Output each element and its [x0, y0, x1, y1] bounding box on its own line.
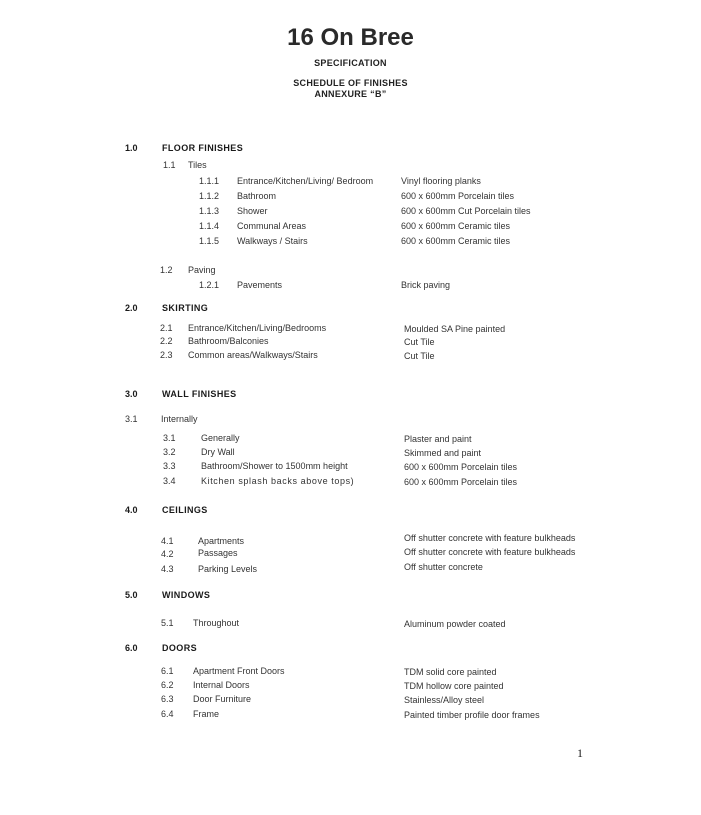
row-finish: 600 x 600mm Ceramic tiles — [401, 221, 511, 231]
row-item: Entrance/Kitchen/Living/Bedrooms — [188, 323, 327, 333]
row-finish: 600 x 600mm Cut Porcelain tiles — [401, 206, 531, 216]
row-finish: TDM hollow core painted — [404, 681, 504, 691]
row-item: Throughout — [193, 618, 240, 628]
row-number: 1.1.4 — [199, 221, 220, 231]
row-item: Generally — [201, 433, 240, 443]
row-finish: Plaster and paint — [404, 434, 472, 444]
row-finish: TDM solid core painted — [404, 667, 497, 677]
row-finish: Vinyl flooring planks — [401, 176, 481, 186]
row-number: 6.1 — [161, 666, 174, 676]
row-number: 1.2.1 — [199, 280, 220, 290]
row-finish: Off shutter concrete — [404, 562, 483, 572]
row-number: 4.1 — [161, 536, 174, 546]
section-number: 4.0 — [125, 505, 138, 515]
row-number: 1.1.5 — [199, 236, 220, 246]
row-finish: 600 x 600mm Porcelain tiles — [401, 191, 515, 201]
row-number: 1.1.3 — [199, 206, 220, 216]
row-finish: 600 x 600mm Porcelain tiles — [404, 477, 518, 487]
row-number: 2.2 — [160, 336, 173, 346]
row-item: Apartment Front Doors — [193, 666, 285, 676]
row-number: 3.4 — [163, 476, 176, 486]
row-finish: Stainless/Alloy steel — [404, 695, 485, 705]
section-number: 1.0 — [125, 143, 138, 153]
subsection-number: 1.1 — [163, 160, 176, 170]
row-item: Internal Doors — [193, 680, 250, 690]
subsection-number: 3.1 — [125, 414, 138, 424]
section-title: WINDOWS — [162, 590, 211, 600]
row-number: 2.3 — [160, 350, 173, 360]
row-item: Bathroom/Shower to 1500mm height — [201, 461, 348, 471]
page-number: 1 — [577, 746, 583, 760]
row-number: 4.3 — [161, 564, 174, 574]
section-number: 5.0 — [125, 590, 138, 600]
row-finish: Off shutter concrete with feature bulkheads — [404, 533, 576, 543]
row-item: Dry Wall — [201, 447, 235, 457]
section-title: SKIRTING — [162, 303, 209, 313]
subsection-title: Tiles — [188, 160, 207, 170]
row-number: 1.1.1 — [199, 176, 220, 186]
row-number: 3.1 — [163, 433, 176, 443]
row-finish: Brick paving — [401, 280, 451, 290]
row-number: 3.2 — [163, 447, 176, 457]
row-number: 6.2 — [161, 680, 174, 690]
row-item: Communal Areas — [237, 221, 307, 231]
schedule-heading: SCHEDULE OF FINISHES — [293, 78, 408, 88]
row-finish: Cut Tile — [404, 351, 435, 361]
document-subtitle: SPECIFICATION — [314, 58, 387, 68]
section-number: 2.0 — [125, 303, 138, 313]
row-finish: Cut Tile — [404, 337, 435, 347]
document-title: 16 On Bree — [287, 24, 414, 51]
subsection-title: Internally — [161, 414, 198, 424]
row-item: Walkways / Stairs — [237, 236, 308, 246]
row-item: Door Furniture — [193, 694, 252, 704]
row-item: Pavements — [237, 280, 283, 290]
row-finish: Painted timber profile door frames — [404, 710, 540, 720]
row-item: Bathroom — [237, 191, 277, 201]
row-item: Kitchen splash backs above tops) — [201, 476, 355, 486]
row-item: Bathroom/Balconies — [188, 336, 269, 346]
row-item: Entrance/Kitchen/Living/ Bedroom — [237, 176, 374, 186]
row-finish: Moulded SA Pine painted — [404, 324, 506, 334]
section-title: DOORS — [162, 643, 198, 653]
row-item: Common areas/Walkways/Stairs — [188, 350, 318, 360]
row-number: 6.4 — [161, 709, 174, 719]
row-number: 2.1 — [160, 323, 173, 333]
row-item: Shower — [237, 206, 268, 216]
row-number: 3.3 — [163, 461, 176, 471]
row-number: 4.2 — [161, 549, 174, 559]
annexure-heading: ANNEXURE “B” — [314, 89, 387, 99]
row-number: 1.1.2 — [199, 191, 220, 201]
subsection-number: 1.2 — [160, 265, 173, 275]
row-finish: Aluminum powder coated — [404, 619, 506, 629]
section-number: 6.0 — [125, 643, 138, 653]
row-item: Apartments — [198, 536, 245, 546]
row-number: 5.1 — [161, 618, 174, 628]
row-item: Parking Levels — [198, 564, 258, 574]
row-finish: 600 x 600mm Ceramic tiles — [401, 236, 511, 246]
section-title: FLOOR FINISHES — [162, 143, 244, 153]
row-finish: Skimmed and paint — [404, 448, 482, 458]
section-title: CEILINGS — [162, 505, 208, 515]
section-number: 3.0 — [125, 389, 138, 399]
section-title: WALL FINISHES — [162, 389, 237, 399]
row-number: 6.3 — [161, 694, 174, 704]
row-item: Passages — [198, 548, 238, 558]
row-item: Frame — [193, 709, 220, 719]
subsection-title: Paving — [188, 265, 216, 275]
row-finish: Off shutter concrete with feature bulkheads — [404, 547, 576, 557]
row-finish: 600 x 600mm Porcelain tiles — [404, 462, 518, 472]
